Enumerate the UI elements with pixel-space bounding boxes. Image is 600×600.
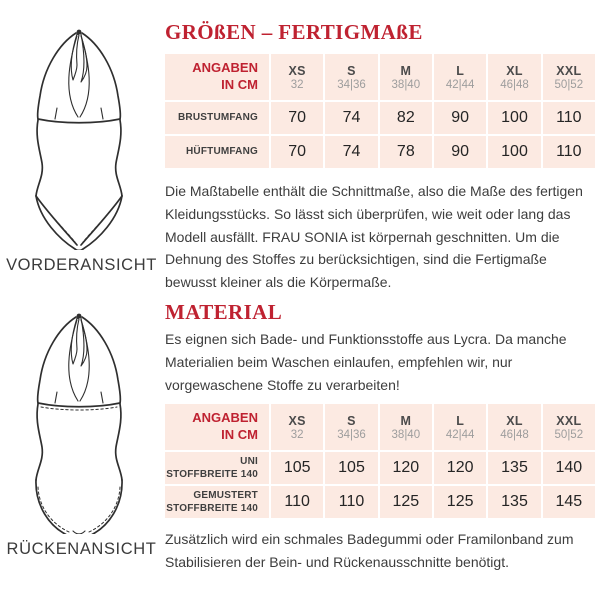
table-cell: 70 <box>271 102 323 134</box>
size-column-header-s: S 34|36 <box>325 404 377 450</box>
swimsuit-front-view-drawing <box>14 24 144 250</box>
row-label-brustumfang: BRUSTUMFANG <box>165 102 269 134</box>
front-view-label: VORDERANSICHT <box>6 256 157 274</box>
sizes-table <box>165 54 595 168</box>
table-cell: 135 <box>488 452 540 484</box>
size-column-header-xxl: XXL 50|52 <box>543 54 595 100</box>
size-column-header-m: M 38|40 <box>380 54 432 100</box>
table-cell: 90 <box>434 102 486 134</box>
table-cell: 145 <box>543 486 595 518</box>
table-cell: 110 <box>543 136 595 168</box>
size-column-header-s: S 34|36 <box>325 54 377 100</box>
figure-column <box>0 0 163 600</box>
material-footer-paragraph: Zusätzlich wird ein schmales Badegummi oder Framilonband zum Stabilisieren der Bein- und Rückenausschnitte benötigt. <box>165 531 574 570</box>
sizes-paragraph: Die Maßtabelle enthält die Schnittmaße, also die Maße des fertigen Kleidungsstücks. So lässt sich überprüfen, wie weit oder lang das Modell ausfällt. FRAU SONIA ist körpernah geschnitten. Um die Dehnung des Stoffes zu berücksichtigen, sind die Fertigmaße bewusst kleiner als die Körpermaße. <box>165 183 583 291</box>
table-cell: 70 <box>271 136 323 168</box>
size-column-header-xs: XS 32 <box>271 54 323 100</box>
back-view-label: RÜCKENANSICHT <box>6 540 157 558</box>
material-paragraph: Es eignen sich Bade- und Funktionsstoffe aus Lycra. Da manche Materialien beim Waschen einlaufen, empfehlen wir, nur vorgewaschene Stoffe zu verarbeiten! <box>165 331 567 393</box>
size-column-header-xxl: XXL 50|52 <box>543 404 595 450</box>
material-section-title: MATERIAL <box>165 300 283 324</box>
material-table-header-label: ANGABEN IN CM <box>165 404 269 450</box>
content-column <box>165 0 595 600</box>
table-cell: 110 <box>271 486 323 518</box>
material-table <box>165 404 595 518</box>
row-label-gemustert-stoffbreite: GEMUSTERT STOFFBREITE 140 <box>165 486 269 518</box>
table-cell: 90 <box>434 136 486 168</box>
swimsuit-back-view-drawing <box>14 308 144 534</box>
table-cell: 125 <box>434 486 486 518</box>
table-cell: 100 <box>488 136 540 168</box>
row-label-hueftumfang: HÜFTUMFANG <box>165 136 269 168</box>
size-column-header-l: L 42|44 <box>434 54 486 100</box>
table-cell: 78 <box>380 136 432 168</box>
table-cell: 110 <box>543 102 595 134</box>
table-cell: 120 <box>434 452 486 484</box>
table-cell: 74 <box>325 136 377 168</box>
sizes-section-title: GRÖßEN – FERTIGMAßE <box>165 20 423 44</box>
table-cell: 110 <box>325 486 377 518</box>
table-cell: 125 <box>380 486 432 518</box>
table-cell: 100 <box>488 102 540 134</box>
size-column-header-xl: XL 46|48 <box>488 54 540 100</box>
table-cell: 105 <box>325 452 377 484</box>
size-column-header-xs: XS 32 <box>271 404 323 450</box>
size-column-header-m: M 38|40 <box>380 404 432 450</box>
table-cell: 74 <box>325 102 377 134</box>
table-cell: 135 <box>488 486 540 518</box>
table-cell: 120 <box>380 452 432 484</box>
table-cell: 105 <box>271 452 323 484</box>
row-label-uni-stoffbreite: UNI STOFFBREITE 140 <box>165 452 269 484</box>
size-column-header-l: L 42|44 <box>434 404 486 450</box>
table-cell: 140 <box>543 452 595 484</box>
table-cell: 82 <box>380 102 432 134</box>
sizes-table-header-label: ANGABEN IN CM <box>165 54 269 100</box>
size-column-header-xl: XL 46|48 <box>488 404 540 450</box>
